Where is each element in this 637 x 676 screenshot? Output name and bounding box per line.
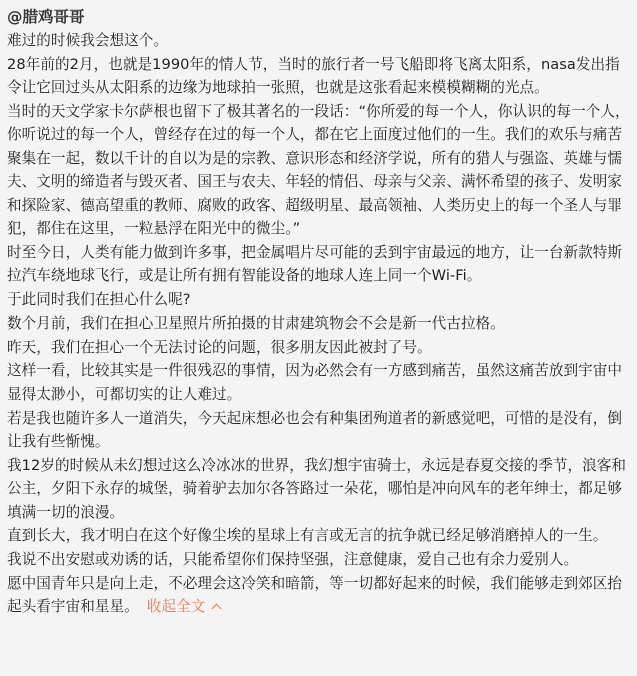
collapse-label: 收起全文 bbox=[146, 598, 206, 616]
paragraph-last bbox=[7, 572, 631, 619]
paragraph: 若是我也随许多人一道消失，今天起床想必也会有种集团殉道者的新感觉吧，可惜的是没有，倒让我有些惭愧。 bbox=[7, 409, 623, 451]
chevron-up-icon bbox=[212, 604, 222, 614]
paragraph: 这样一看，比较其实是一件很残忍的事情，因为必然会有一方感到痛苦，虽然这痛苦放到宇宙中显得太渺小，可都切实的让人难过。 bbox=[7, 362, 623, 403]
paragraph-text: 愿中国青年只是向上走，不必理会这冷笑和暗箭，等一切都好起来的时候，我们能够走到郊区抬起头看宇宙和星星。 bbox=[7, 575, 623, 616]
paragraph: 28年前的2月，也就是1990年的情人节，当时的旅行者一号飞船即将飞离太阳系，nasa发出指令让它回过头从太阳系的边缘为地球拍一张照，也就是这张看起来模模糊糊的光点。 bbox=[7, 55, 620, 97]
paragraph: 昨天，我们在担心一个无法讨论的问题，很多朋友因此被封了号。 bbox=[7, 338, 432, 356]
post-body bbox=[7, 29, 631, 619]
author-link[interactable]: @腊鸡哥哥 bbox=[7, 8, 85, 26]
paragraph: 我说不出安慰或劝诱的话，只能希望你们保持坚强，注意健康，爱自己也有余力爱别人。 bbox=[7, 551, 579, 569]
paragraph: 于此同时我们在担心什么呢? bbox=[7, 291, 191, 309]
paragraph: 时至今日，人类有能力做到许多事，把金属唱片尽可能的丢到宇宙最远的地方，让一台新款特斯拉汽车绕地球飞行，或是让所有拥有智能设备的地球人连上同一个Wi-Fi。 bbox=[7, 243, 623, 285]
paragraph: 数个月前，我们在担心卫星照片所拍摄的甘肃建筑物会不会是新一代古拉格。 bbox=[7, 314, 505, 332]
paragraph: 直到长大，我才明白在这个好像尘埃的星球上有言或无言的抗争就已经足够消磨掉人的一生。 bbox=[7, 527, 608, 545]
paragraph: 我12岁的时候从未幻想过这么冷冰冰的世界，我幻想宇宙骑士，永远是春夏交接的季节，浪客和公主，夕阳下永存的城堡，骑着驴去加尔各答路过一朵花，哪怕是冲向风车的老年绅士，都足够填满一切的浪漫。 bbox=[7, 456, 627, 521]
paragraph: 当时的天文学家卡尔萨根也留下了极其著名的一段话：“你所爱的每一个人，你认识的每一个人，你听说过的每一个人，曾经存在过的每一个人，都在它上面度过他们的一生。我们的欢乐与痛苦聚集在一起，数以千计的自以为是的宗教、意识形态和经济学说，所有的猎人与强盗、英雄与懦夫、文明的缔造者与毁灭者、国王与农夫、年轻的情侣、母亲与父亲、满怀希望的孩子、发明家和探险家、德高望重的教师、腐败的政客、超级明星、最高领袖、人类历史上的每一个圣人与罪犯，都住在这里，一粒悬浮在阳光中的微尘。” bbox=[7, 103, 630, 238]
paragraph: 难过的时候我会想这个。 bbox=[7, 32, 169, 49]
collapse-full-text-button[interactable] bbox=[147, 598, 221, 615]
